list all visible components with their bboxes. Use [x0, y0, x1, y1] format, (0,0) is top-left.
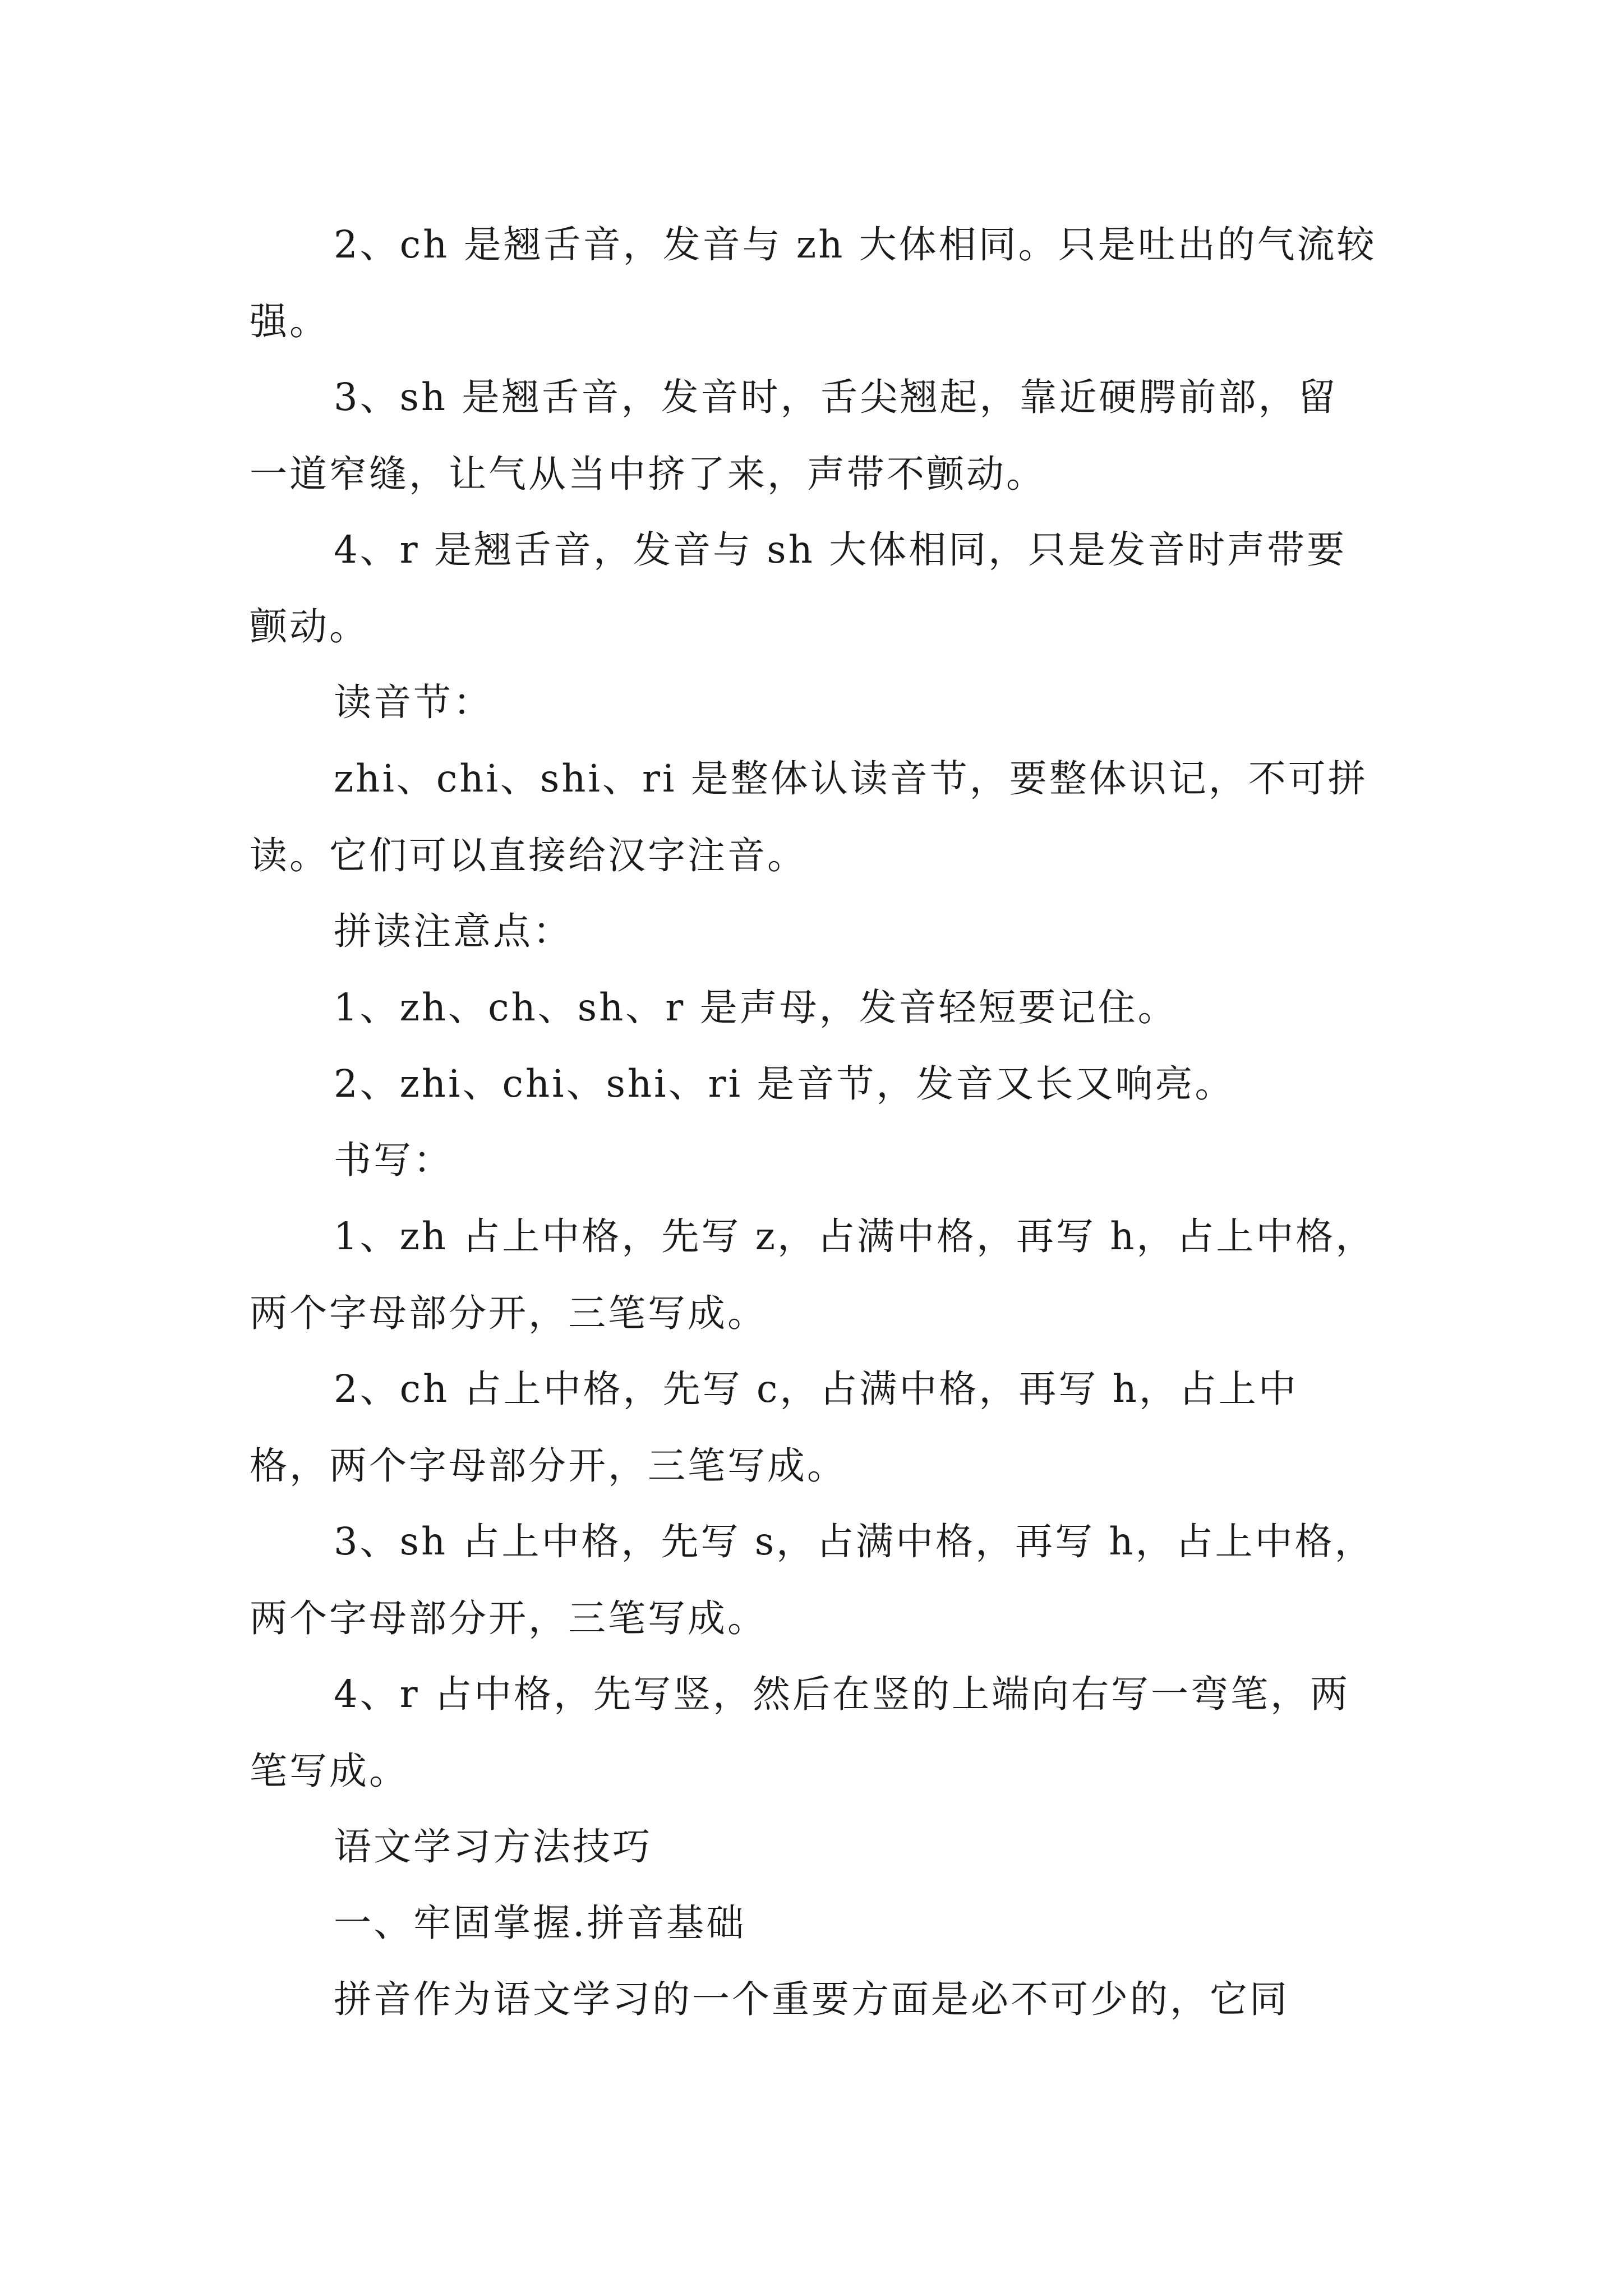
paragraph-ch-description: 2、ch 是翘舌音，发音与 zh 大体相同。只是吐出的气流较强。 — [250, 223, 1377, 343]
heading-spelling-notes: 拼读注意点： — [334, 909, 573, 953]
paragraph-writing-sh: 3、sh 占上中格，先写 s，占满中格，再写 h，占上中格，两个字母部分开，三笔写成。 — [250, 1520, 1375, 1640]
heading-read-syllables: 读音节： — [334, 680, 493, 724]
paragraph-initials-note: 1、zh、ch、sh、r 是声母，发音轻短要记住。 — [334, 986, 1178, 1029]
paragraph-syllables-note: 2、zhi、chi、shi、ri 是音节，发音又长又响亮。 — [334, 1062, 1235, 1106]
paragraph-writing-ch: 2、ch 占上中格，先写 c，占满中格，再写 h，占上中格，两个字母部分开，三笔写成。 — [250, 1367, 1298, 1488]
paragraph-sh-description: 3、sh 是翘舌音，发音时，舌尖翘起，靠近硬腭前部，留一道窄缝，让气从当中挤了来，声带不颤动。 — [250, 375, 1338, 496]
heading-pinyin-basics: 一、牢固掌握.拼音基础 — [334, 1901, 746, 1945]
heading-study-methods: 语文学习方法技巧 — [334, 1825, 652, 1869]
paragraph-whole-syllables: zhi、chi、shi、ri 是整体认读音节，要整体识记，不可拼读。它们可以直接给汉字注音。 — [250, 757, 1368, 877]
heading-writing: 书写： — [334, 1138, 453, 1182]
paragraph-r-description: 4、r 是翘舌音，发音与 sh 大体相同，只是发音时声带要颤动。 — [250, 528, 1347, 648]
paragraph-writing-zh: 1、zh 占上中格，先写 z，占满中格，再写 h，占上中格，两个字母部分开，三笔写成。 — [250, 1214, 1376, 1335]
paragraph-pinyin-importance: 拼音作为语文学习的一个重要方面是必不可少的，它同 — [334, 1977, 1289, 2021]
paragraph-writing-r: 4、r 占中格，先写竖，然后在竖的上端向右写一弯笔，两笔写成。 — [250, 1672, 1350, 1793]
